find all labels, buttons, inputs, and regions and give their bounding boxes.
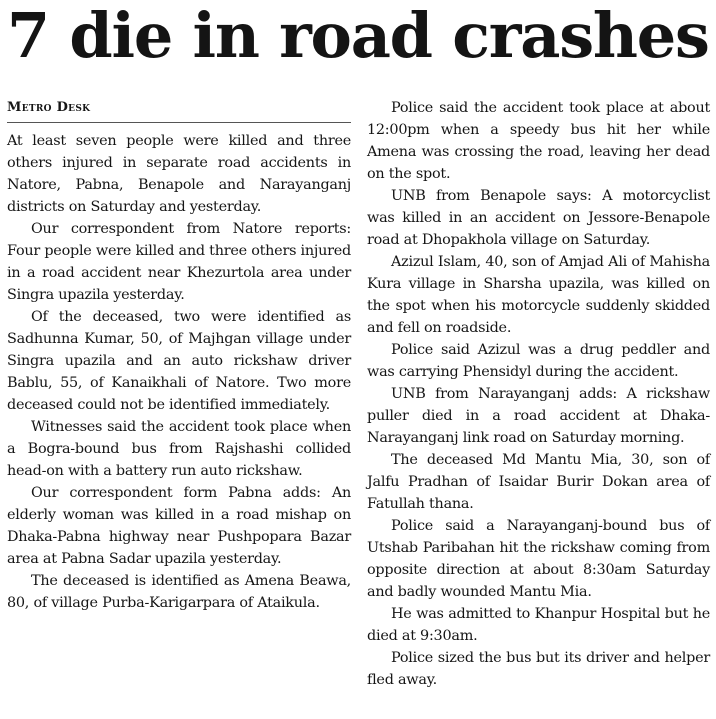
article-paragraph: At least seven people were killed and three others injured in separate road accidents in Natore, Pabna, Benapole and Narayanganj districts on Saturday and yesterday. xyxy=(7,133,351,215)
article-paragraph: Police said Azizul was a drug peddler and was carrying Phensidyl during the accident. xyxy=(367,342,710,380)
article-paragraph: The deceased Md Mantu Mia, 30, son of Jalfu Pradhan of Isaidar Burir Dokan area of Fatullah thana. xyxy=(367,452,710,512)
article-column-left xyxy=(7,97,351,614)
headline: 7 die in road crashes xyxy=(7,0,709,72)
article-paragraph: Our correspondent form Pabna adds: An elderly woman was killed in a road mishap on Dhaka-Pabna highway near Pushpopara Bazar area at Pabna Sadar upazila yesterday. xyxy=(7,485,351,567)
article-column-right xyxy=(367,97,710,691)
byline: Metro Desk xyxy=(7,97,351,123)
article-paragraph: UNB from Narayanganj adds: A rickshaw puller died in a road accident at Dhaka-Narayanganj link road on Saturday morning. xyxy=(367,386,710,446)
article-paragraph: Azizul Islam, 40, son of Amjad Ali of Mahisha Kura village in Sharsha upazila, was killed on the spot when his motorcycle suddenly skidded and fell on roadside. xyxy=(367,254,710,336)
article-paragraph: Our correspondent from Natore reports: Four people were killed and three others injured in a road accident near Khezurtola area under Singra upazila yesterday. xyxy=(7,221,351,303)
article-paragraph: Of the deceased, two were identified as Sadhunna Kumar, 50, of Majhgan village under Singra upazila and an auto rickshaw driver Bablu, 55, of Kanaikhali of Natore. Two more deceased could not be identified immediately. xyxy=(7,309,351,413)
article-paragraph: The deceased is identified as Amena Beawa, 80, of village Purba-Karigarpara of Ataikula. xyxy=(7,573,351,611)
article-paragraph: Police sized the bus but its driver and helper fled away. xyxy=(367,650,710,688)
article-paragraph: Witnesses said the accident took place when a Bogra-bound bus from Rajshashi collided head-on with a battery run auto rickshaw. xyxy=(7,419,351,479)
article-paragraph: Police said a Narayanganj-bound bus of Utshab Paribahan hit the rickshaw coming from opposite direction at about 8:30am Saturday and badly wounded Mantu Mia. xyxy=(367,518,710,600)
article-paragraph: He was admitted to Khanpur Hospital but he died at 9:30am. xyxy=(367,606,710,644)
article-paragraph: Police said the accident took place at about 12:00pm when a speedy bus hit her while Amena was crossing the road, leaving her dead on the spot. xyxy=(367,100,710,182)
article-paragraph: UNB from Benapole says: A motorcyclist was killed in an accident on Jessore-Benapole road at Dhopakhola village on Saturday. xyxy=(367,188,710,248)
